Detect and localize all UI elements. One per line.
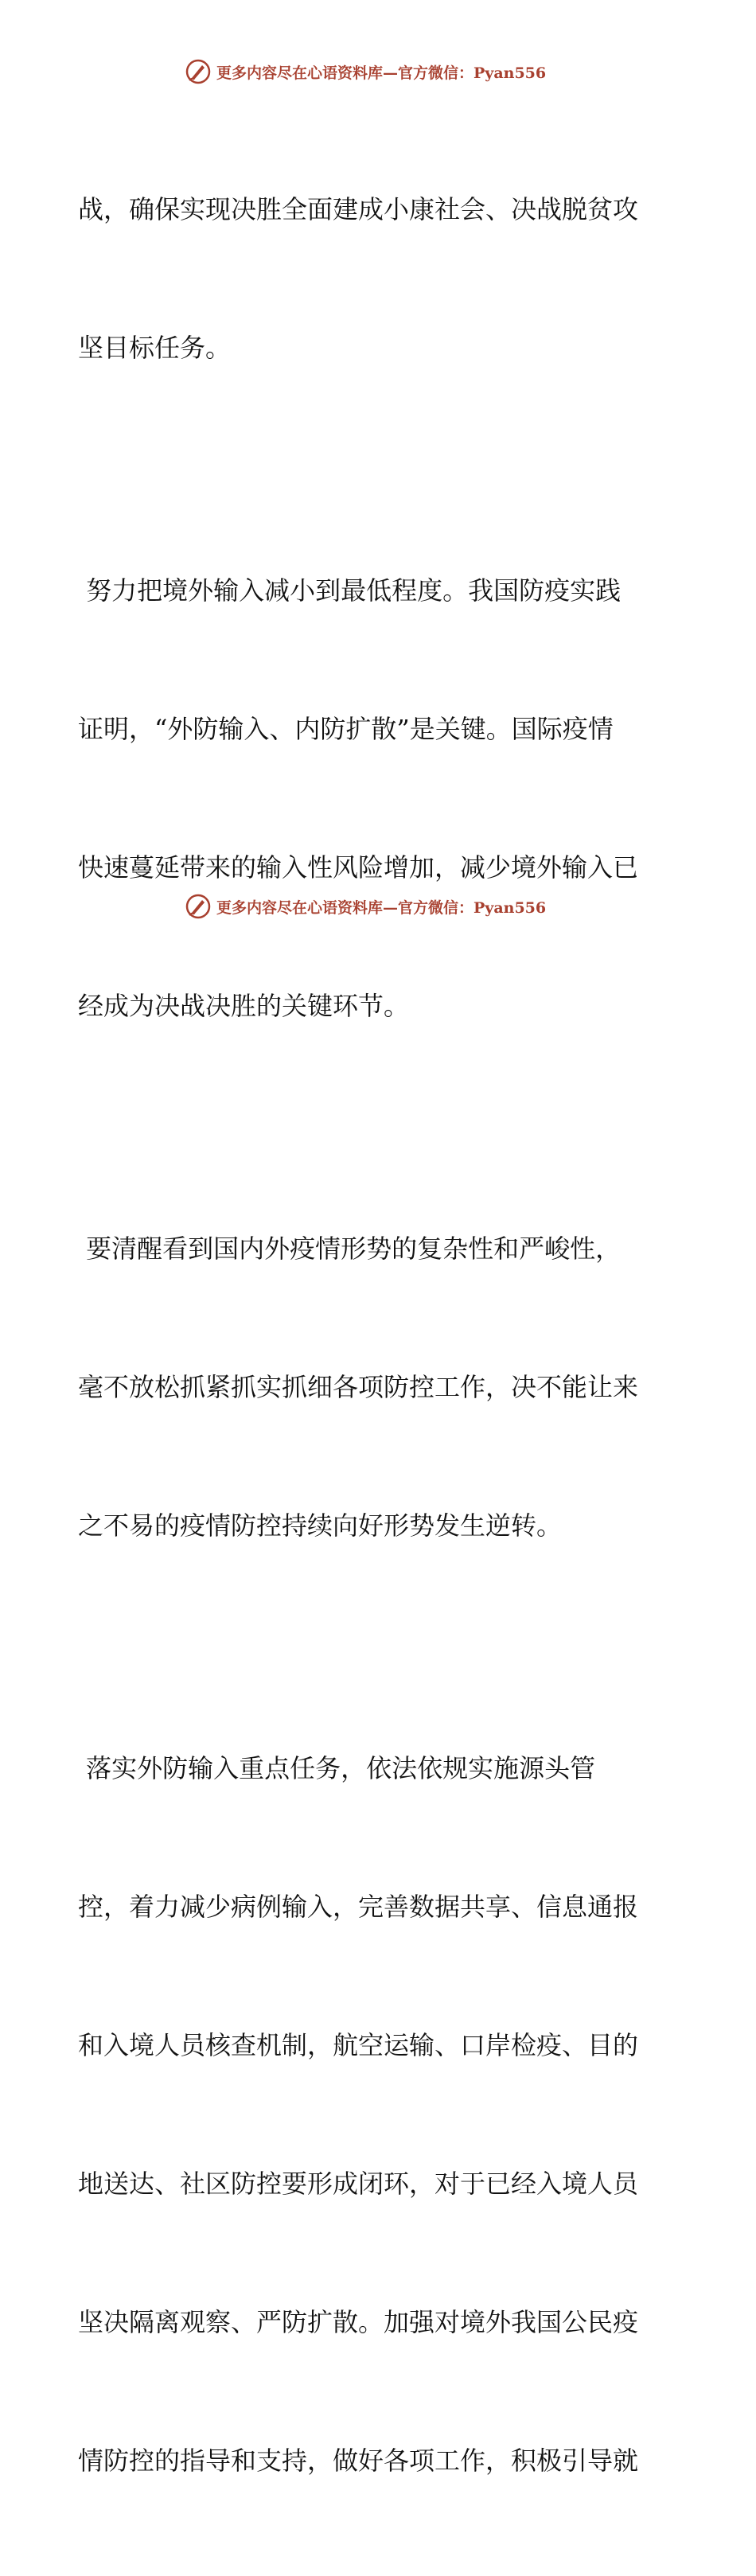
quill-pen-logo-icon [185, 893, 212, 920]
footer-watermark [185, 892, 567, 921]
text-line: 落实外防输入重点任务，依法依规实施源头管 [78, 1753, 596, 1783]
text-line: 地送达、社区防控要形成闭环，对于已经入境人员 [78, 2169, 639, 2199]
text-line: 和入境人员核查机制，航空运输、口岸检疫、目的 [78, 2030, 639, 2060]
text-line: 经成为决战决胜的关键环节。 [78, 991, 410, 1021]
text-line: 证明，“外防输入、内防扩散”是关键。国际疫情 [78, 714, 614, 744]
header-watermark [185, 57, 567, 86]
text-line: 坚目标任务。 [78, 333, 232, 363]
paragraph [78, 1653, 683, 2576]
paragraph [78, 475, 683, 1121]
text-line: 战，确保实现决胜全面建成小康社会、决战脱贫攻 [78, 194, 639, 224]
paragraph [78, 94, 683, 463]
paragraph [78, 1133, 683, 1641]
text-line: 坚决隔离观察、严防扩散。加强对境外我国公民疫 [78, 2307, 639, 2337]
quill-pen-logo-icon [185, 58, 212, 85]
text-line: 要清醒看到国内外疫情形势的复杂性和严峻性， [78, 1233, 622, 1264]
text-line: 快速蔓延带来的输入性风险增加，减少境外输入已 [78, 852, 639, 883]
text-line: 之不易的疫情防控持续向好形势发生逆转。 [78, 1510, 563, 1541]
document-body [78, 94, 683, 2576]
text-line: 努力把境外输入减小到最低程度。我国防疫实践 [78, 575, 622, 606]
watermark-text: 更多内容尽在心语资料库—官方微信：Pyan556 [216, 898, 547, 917]
text-line: 毫不放松抓紧抓实抓细各项防控工作，决不能让来 [78, 1372, 639, 1402]
watermark-text: 更多内容尽在心语资料库—官方微信：Pyan556 [216, 64, 547, 82]
text-line: 控，着力减少病例输入，完善数据共享、信息通报 [78, 1892, 639, 1922]
text-line: 情防控的指导和支持，做好各项工作，积极引导就 [78, 2445, 639, 2476]
